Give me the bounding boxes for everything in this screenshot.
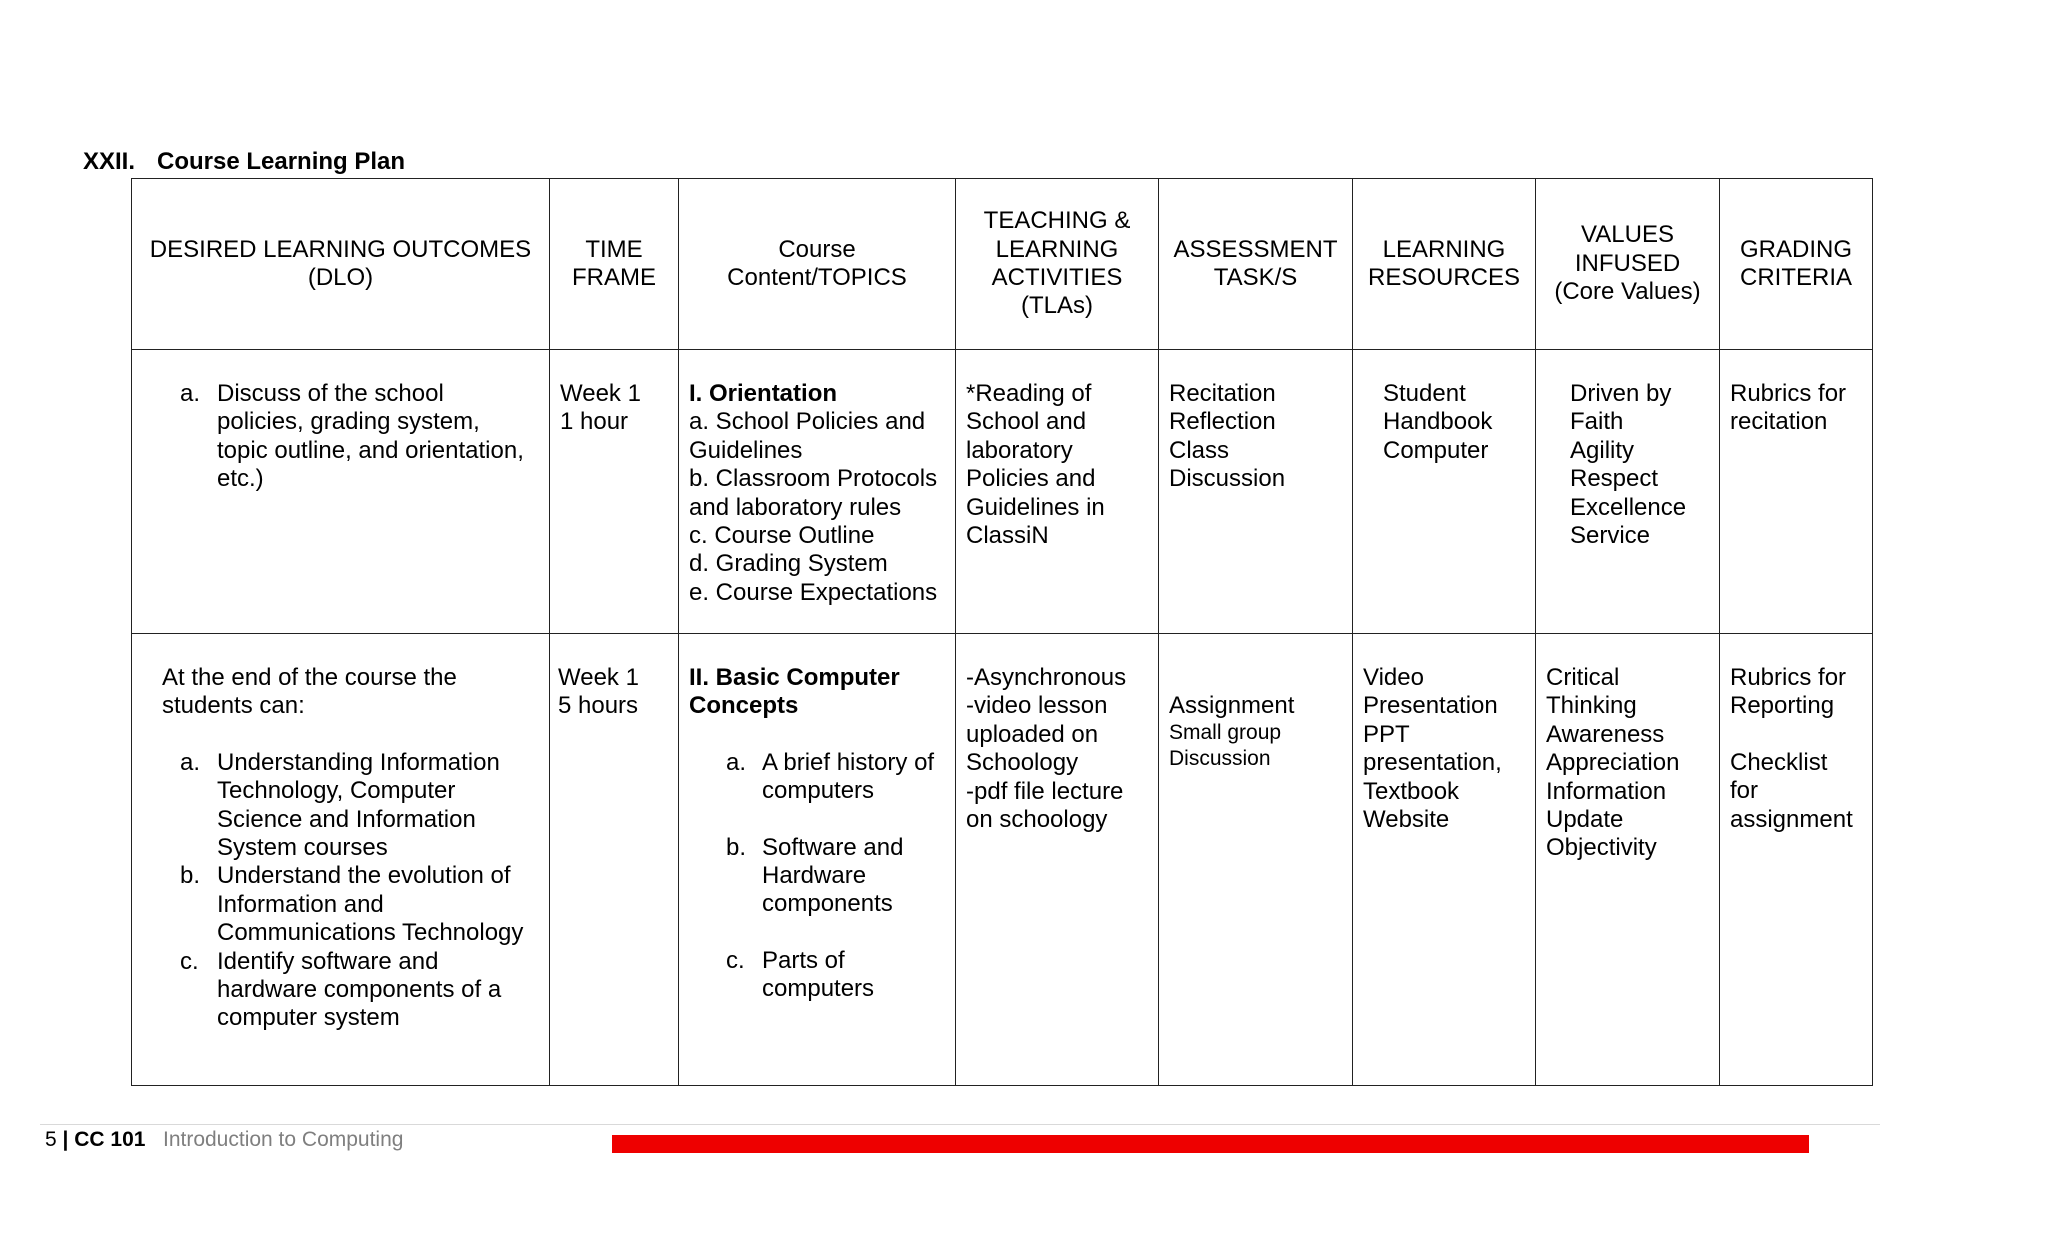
footer-divider (40, 1124, 1880, 1125)
section-number: XXII. (83, 148, 136, 175)
row2-resources-cell: Video Presentation PPT presentation, Textbook Website (1353, 634, 1536, 1086)
row2-tla-cell: -Asynchronous -video lesson uploaded on Schoology -pdf file lecture on schoology (956, 634, 1159, 1086)
course-learning-plan-table (131, 178, 1873, 1086)
list-item: c. Parts of computers (726, 946, 875, 1003)
row2-content-cell: II. Basic Computer Concepts a. A brief history of computers b. Software and Hardware components c. Parts of computers (679, 634, 956, 1086)
row1-assessment-cell: Recitation Reflection Class Discussion (1159, 350, 1353, 634)
course-name: Introduction to Computing (162, 1128, 404, 1151)
page-number: 5 (45, 1128, 57, 1151)
footer-separator: | (62, 1128, 69, 1151)
header-time-frame: TIME FRAME (550, 179, 679, 350)
list-item: c. Identify software and hardware components of a computer system (180, 947, 502, 1032)
row1-grading-cell: Rubrics for recitation (1720, 350, 1873, 634)
list-item: a. Discuss of the school policies, grading system, topic outline, and orientation, etc.) (180, 380, 524, 493)
table-row (132, 634, 1873, 1086)
row2-time-cell: Week 1 5 hours (550, 634, 679, 1086)
row2-values-cell: Critical Thinking Awareness Appreciation Information Update Objectivity (1536, 634, 1720, 1086)
header-grading: GRADING CRITERIA (1720, 179, 1873, 350)
row1-tla-cell: *Reading of School and laboratory Policies and Guidelines in ClassiN (956, 350, 1159, 634)
list-item: b. Software and Hardware components (726, 833, 904, 918)
header-resources: LEARNING RESOURCES (1353, 179, 1536, 350)
header-content: Course Content/TOPICS (679, 179, 956, 350)
header-tla: TEACHING & LEARNING ACTIVITIES (TLAs) (956, 179, 1159, 350)
row1-values-cell: Driven by Faith Agility Respect Excellence Service (1536, 350, 1720, 634)
course-code: CC 101 (74, 1128, 146, 1151)
table-row (132, 350, 1873, 634)
row2-assessment-cell: Assignment Small group Discussion (1159, 634, 1353, 1086)
header-dlo: DESIRED LEARNING OUTCOMES (DLO) (132, 179, 550, 350)
footer-accent-bar (612, 1135, 1809, 1153)
row1-resources-cell: Student Handbook Computer (1353, 350, 1536, 634)
header-row (132, 179, 1873, 350)
list-item: b. Understand the evolution of Information and Communications Technology (180, 862, 524, 947)
row2-dlo-cell: At the end of the course the students can: a. Understanding Information Technology, Computer Science and Information System courses b. Understand the evolution of Information and Communications Technology c. Identify software and hardware components of a computer system (132, 634, 550, 1086)
row1-dlo-cell (132, 350, 550, 634)
row1-time-cell: Week 1 1 hour (550, 350, 679, 634)
header-assessment: ASSESSMENT TASK/S (1159, 179, 1353, 350)
page-footer (45, 1128, 403, 1152)
section-title: Course Learning Plan (157, 148, 406, 175)
header-values: VALUES INFUSED (Core Values) (1536, 179, 1720, 350)
section-heading (83, 148, 405, 176)
list-item: a. Understanding Information Technology, Computer Science and Information System courses (180, 748, 500, 862)
list-item: a. A brief history of computers (726, 748, 935, 805)
row2-grading-cell: Rubrics for Reporting Checklist for assignment (1720, 634, 1873, 1086)
row1-content-cell: I. Orientation a. School Policies and Guidelines b. Classroom Protocols and laboratory rules c. Course Outline d. Grading System e. Course Expectations (679, 350, 956, 634)
